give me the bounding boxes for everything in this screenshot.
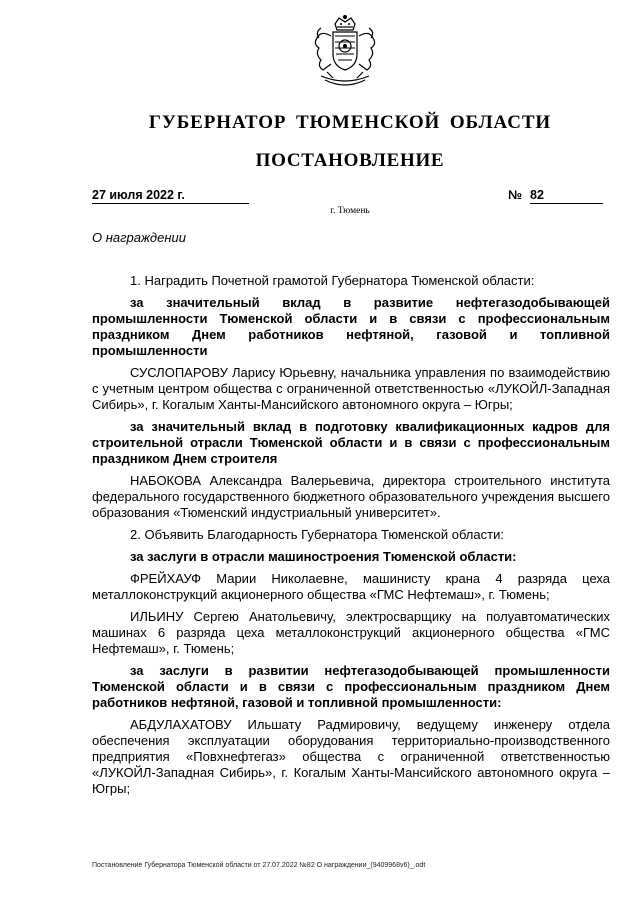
paragraph-2: за значительный вклад в развитие нефтегазодобывающей промышленности Тюменской области и в связи с профессиональным праздником Днем работников нефтяной, газовой и топливной промышленности [92,295,610,358]
document-city: г. Тюмень [330,206,370,216]
tyumen-oblast-coat-of-arms-icon [303,14,387,100]
paragraph-6: 2. Объявить Благодарность Губернатора Тюменской области: [130,527,504,542]
document-subject: О награждении [92,230,186,245]
paragraph-3: СУСЛОПАРОВУ Ларису Юрьевну, начальника управления по взаимодействию с учетным центром общества с ограниченной ответственностью «ЛУКОЙЛ-Западная Сибирь», г. Когалым Ханты-Мансийского автономного округа – Югры; [92,365,610,412]
paragraph-8: ФРЕЙХАУФ Марии Николаевне, машинисту крана 4 разряда цеха металлоконструкций акционерного общества «ГМС Нефтемаш», г. Тюмень; [92,571,610,602]
paragraph-10: за заслуги в развитии нефтегазодобывающей промышленности Тюменской области и в связи с профессиональным праздником Днем работников нефтяной, газовой и топливной промышленности: [92,663,610,710]
paragraph-9: ИЛЬИНУ Сергею Анатольевичу, электросварщику на полуавтоматических машинах 6 разряда цеха металлоконструкций акционерного общества «ГМС Нефтемаш», г. Тюмень; [92,609,610,656]
document-number: 82 [530,187,603,204]
document-body [92,273,610,803]
document-footer: Постановление Губернатора Тюменской области от 27.07.2022 №82 О награждении_(9409968v6)_.odt [92,862,426,869]
number-sign: № [508,188,522,202]
document-type: ПОСТАНОВЛЕНИЕ [255,150,445,171]
paragraph-11: АБДУЛАХАТОВУ Ильшату Радмировичу, ведущему инженеру отдела обеспечения эксплуатации оборудования территориально-производственного предприятия «Повхнефтегаз» общества с ограниченной ответственностью «ЛУКОЙЛ-Западная Сибирь», г. Когалым Ханты-Мансийского автономного округа – Югры; [92,717,610,796]
paragraph-1: 1. Наградить Почетной грамотой Губернатора Тюменской области: [130,273,535,288]
paragraph-5: НАБОКОВА Александра Валерьевича, директора строительного института федерального государственного бюджетного образовательного учреждения высшего образования «Тюменский индустриальный университет». [92,473,610,520]
paragraph-7: за заслуги в отрасли машиностроения Тюменской области: [130,549,517,564]
document-date: 27 июля 2022 г. [92,187,249,204]
document-title: ГУБЕРНАТОР ТЮМЕНСКОЙ ОБЛАСТИ [148,112,552,133]
paragraph-4: за значительный вклад в подготовку квалификационных кадров для строительной отрасли Тюменской области и в связи с профессиональным праздником Днем строителя [92,419,610,466]
